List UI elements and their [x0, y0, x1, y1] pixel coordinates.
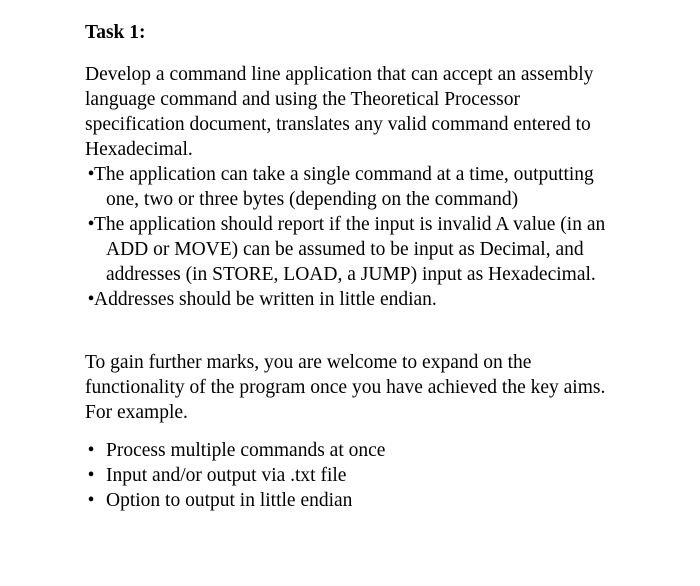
requirement-text: The application should report if the input is invalid A value (in an ADD or MOVE) can be assumed to be input as Decimal, and addresses (in STORE, LOAD, a JUMP) input as Hexadecimal.: [94, 214, 606, 285]
list-item: [85, 287, 625, 312]
bullet-icon: •: [87, 164, 95, 185]
extension-item-text: Process multiple commands at once: [106, 440, 386, 461]
list-item: [85, 438, 685, 463]
requirements-list: [85, 162, 625, 312]
extension-list: [85, 438, 685, 513]
list-item: [85, 162, 625, 212]
bullet-icon: •: [87, 289, 95, 310]
bullet-icon: •: [87, 214, 95, 235]
list-item: [85, 488, 685, 513]
section-spacer: [85, 425, 685, 438]
bullet-icon: •: [87, 465, 95, 486]
bullet-icon: •: [87, 440, 95, 461]
bullet-icon: •: [87, 490, 95, 511]
extension-intro: To gain further marks, you are welcome to expand on the functionality of the program once you have achieved the key aims. For example.: [85, 352, 606, 423]
requirement-text: Addresses should be written in little endian.: [94, 289, 437, 310]
list-item: [85, 463, 685, 488]
requirement-text: The application can take a single command at a time, outputting one, two or three bytes (depending on the command): [94, 164, 594, 210]
task-intro: Develop a command line application that can accept an assembly language command and using the Theoretical Processor specification document, translates any valid command entered to Hexadecimal.: [85, 64, 594, 160]
section-spacer: [85, 312, 685, 350]
task-document: [85, 20, 685, 513]
extension-item-text: Input and/or output via .txt file: [106, 465, 347, 486]
list-item: [85, 212, 625, 287]
task-title: Task 1:: [85, 22, 146, 43]
extension-item-text: Option to output in little endian: [106, 490, 353, 511]
